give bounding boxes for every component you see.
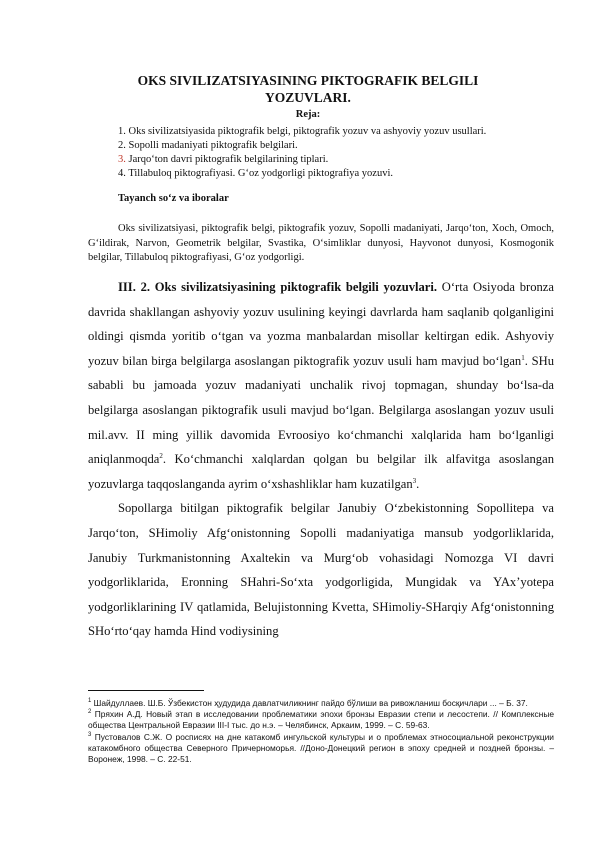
plan-item-number: 3.	[118, 154, 126, 165]
plan-heading: Reja:	[295, 109, 321, 120]
plan-list	[118, 125, 558, 181]
footnote-divider	[88, 690, 204, 691]
footnote-ref[interactable]: 2	[159, 451, 163, 460]
paragraph-text: . Ko‘chmanchi xalqlardan qolgan bu belgilar ilk alfavitga asoslangan yozuvlarga taqqoslanganda ayrim o‘xshashliklar ham kuzatilgan	[88, 452, 554, 491]
footnote-number: 1	[88, 698, 92, 705]
plan-item-text: Jarqo‘ton davri piktografik belgilarining tiplari.	[128, 154, 329, 165]
footnote-text: Пряхин А.Д. Новый этап в исследовании проблематики эпохи бронзы Евразии степи и лесостепи. // Комплексные общества Центральной Евразии III-I тыс. до н.э. – Челябинск, Аркаим, 1999. – С. 59-63.	[88, 709, 554, 731]
plan-item-number: 1.	[118, 126, 126, 137]
plan-item	[118, 153, 558, 167]
footnote-ref[interactable]: 1	[521, 353, 525, 362]
footnote	[88, 732, 554, 766]
footnotes	[88, 698, 554, 765]
footnote	[88, 709, 554, 731]
paragraph-2: Sopollarga bitilgan piktografik belgilar Janubiy O‘zbekistonning Sopollitepa va Jarqo‘ton, SHimoliy Afg‘onistonning Sopolli madaniyatiga mansub yodgorliklarida, Janubiy Turkmanistonning Axaltekin va Murg‘ob vohasidagi Nomozga VI davri yodgorliklarida, Eronning SHahri-So‘xta yodgorligida, Mungidak va YAx’yotepa yodgorliklarining IV qatlamida, Belujistonning Kvetta, SHimoliy-SHarqiy Afg‘onistonning SHo‘rto‘qay hamda Hind vodiysining	[88, 501, 554, 639]
paragraph-text: O‘rta Osiyoda bronza davrida shakllangan ashyoviy yozuv usulining keyingi davrlarda ham saqlanib qolganligini oldingi qismda yoritib o‘tgan va yozma manbalardan misollar keltirgan edik. Ashyoviy yozuv bilan birga belgilarga asoslangan piktografik yozuv usuli ham mavjud bo‘lgan	[88, 280, 554, 368]
page-title: OKS SIVILIZATSIYASINING PIKTOGRAFIK BELGILI YOZUVLARI.	[137, 73, 479, 105]
paragraph-text: .	[416, 476, 420, 491]
keywords-block	[88, 222, 554, 266]
footnote-number: 2	[88, 709, 92, 716]
keywords-heading: Tayanch so‘z va iboralar	[118, 193, 229, 204]
plan-item-text: Oks sivilizatsiyasida piktografik belgi, piktografik yozuv va ashyoviy yozuv usullari.	[128, 126, 487, 137]
footnote-ref[interactable]: 3	[412, 476, 417, 485]
footnote-text: Пустовалов С.Ж. О росписях на дне катакомб ингульской культуры и о проблемах этносоциальной реконструкции катакомбного общества Северного Причерноморья. //Доно-Донецкий регион в эпоху средней и поздней бронзы. – Воронеж, 1998. – С. 22-51.	[88, 731, 554, 765]
main-text	[88, 275, 554, 644]
keywords-text: Oks sivilizatsiyasi, piktografik belgi, piktografik yozuv, Sopolli madaniyati, Jarqo‘ton, Xoch, Omoch, G‘ildirak, Narvon, Geometrik belgilar, Svastika, O‘simliklar dunyosi, Hayvonot dunyosi, Kosmogonik belgilar, Tillabuloq piktografiyasi, G‘oz yodgorligi.	[88, 223, 554, 263]
plan-item	[118, 125, 558, 139]
footnote-text: Шайдуллаев. Ш.Б. Ўзбекистон ҳудудида давлатчиликнинг пайдо бўлиши ва ривожланиш босқичлари ... – Б. 37.	[91, 698, 528, 708]
paragraph-text: . SHu sababli bu jamoada yozuv madaniyati unchalik rivoj topmagan, shunday bo‘lsa-da belgilarga asoslangan piktografik usuli mavjud bo‘lgan. Belgilarga asoslangan yozuv usuli mil.avv. II ming yillik davomida Evroosiyo ko‘chmanchi xalqlarida ham bo‘lganligi aniqlanmoqda	[88, 353, 554, 467]
footnote-number: 3	[88, 731, 92, 738]
plan-item-number: 4.	[118, 168, 126, 179]
plan-item-number: 2.	[118, 140, 126, 151]
plan-item	[118, 167, 558, 181]
plan-item	[118, 139, 558, 153]
plan-item-text: Sopolli madaniyati piktografik belgilari.	[128, 140, 298, 151]
paragraph-1	[88, 275, 554, 496]
plan-item-text: Tillabuloq piktografiyasi. G‘oz yodgorligi piktografiya yozuvi.	[128, 168, 394, 179]
section-title: III. 2. Oks sivilizatsiyasining piktografik belgili yozuvlari.	[118, 280, 438, 294]
footnote	[88, 698, 554, 709]
